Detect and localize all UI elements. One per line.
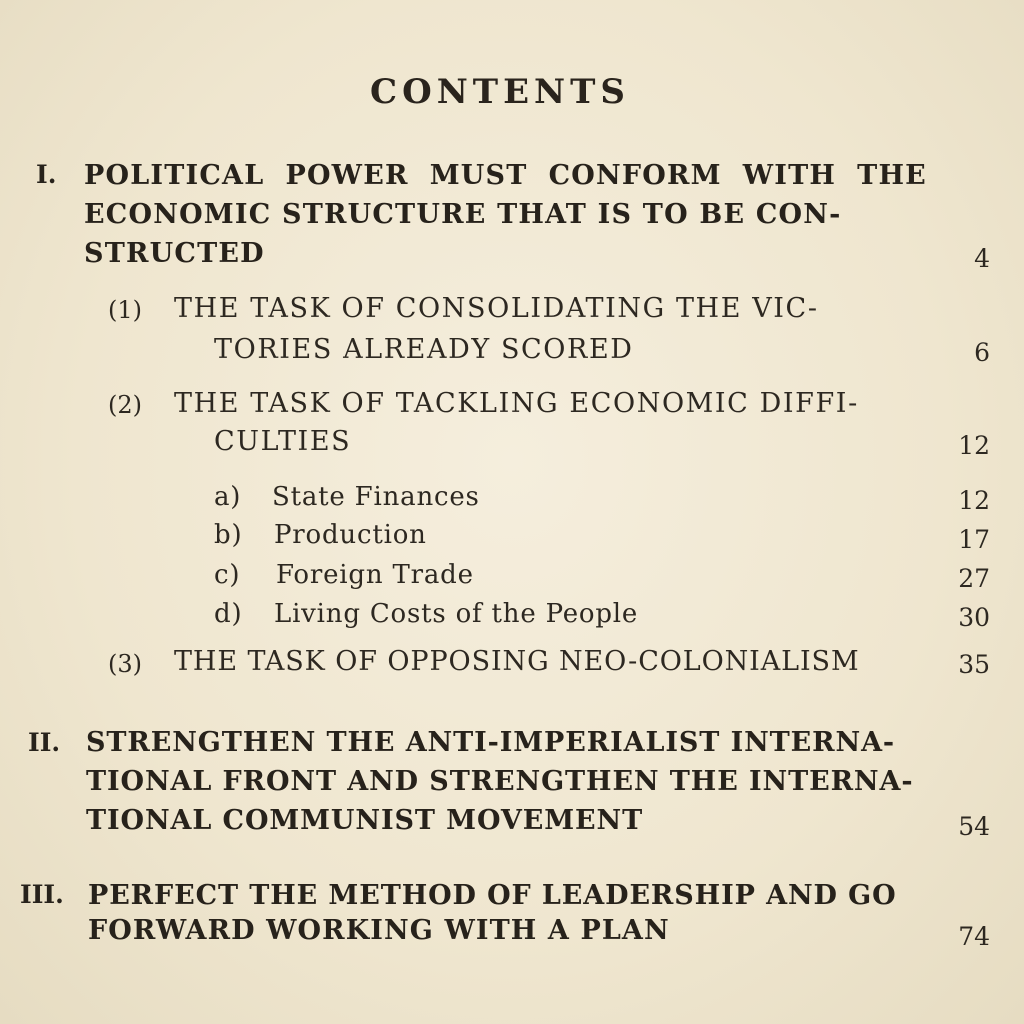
page-title: CONTENTS [370, 72, 630, 112]
chapter-title-line: TIONAL COMMUNIST MOVEMENT [86, 805, 644, 836]
chapter-title-line: STRUCTED [84, 238, 265, 269]
subsection-letter: b) [214, 520, 243, 550]
page-number: 17 [958, 525, 990, 554]
chapter-title-line: STRENGTHEN THE ANTI-IMPERIALIST INTERNA- [86, 727, 896, 758]
page-number: 74 [958, 922, 990, 951]
chapter-title-line: POLITICAL POWER MUST CONFORM WITH THE [84, 160, 927, 191]
subsection-letter: d) [214, 599, 243, 629]
page-number: 6 [974, 338, 990, 367]
page-number: 12 [958, 486, 990, 515]
chapter-number: I. [36, 160, 57, 189]
page-number: 4 [974, 244, 990, 273]
chapter-title-line: PERFECT THE METHOD OF LEADERSHIP AND GO [88, 880, 897, 911]
section-title-line: TORIES ALREADY SCORED [214, 334, 634, 365]
section-number: (1) [108, 296, 142, 324]
chapter-number: III. [20, 880, 64, 909]
chapter-number: II. [28, 728, 61, 757]
page-number: 30 [958, 603, 990, 632]
chapter-title-line: ECONOMIC STRUCTURE THAT IS TO BE CON- [84, 199, 842, 230]
section-title-line: CULTIES [214, 426, 352, 457]
subsection-label: State Finances [272, 482, 480, 512]
page-number: 35 [958, 650, 990, 679]
section-number: (2) [108, 391, 142, 419]
subsection-letter: a) [214, 482, 242, 512]
page-number: 12 [958, 431, 990, 460]
section-number: (3) [108, 650, 142, 678]
section-title-line: THE TASK OF CONSOLIDATING THE VIC- [174, 293, 819, 324]
subsection-label: Foreign Trade [276, 560, 474, 590]
chapter-title-line: FORWARD WORKING WITH A PLAN [88, 915, 670, 946]
section-title-line: THE TASK OF OPPOSING NEO-COLONIALISM [174, 646, 860, 677]
page-number: 54 [958, 812, 990, 841]
page-number: 27 [958, 564, 990, 593]
section-title-line: THE TASK OF TACKLING ECONOMIC DIFFI- [174, 388, 859, 419]
subsection-label: Living Costs of the People [274, 599, 639, 629]
subsection-label: Production [274, 520, 427, 550]
chapter-title-line: TIONAL FRONT AND STRENGTHEN THE INTERNA- [86, 766, 914, 797]
subsection-letter: c) [214, 560, 241, 590]
